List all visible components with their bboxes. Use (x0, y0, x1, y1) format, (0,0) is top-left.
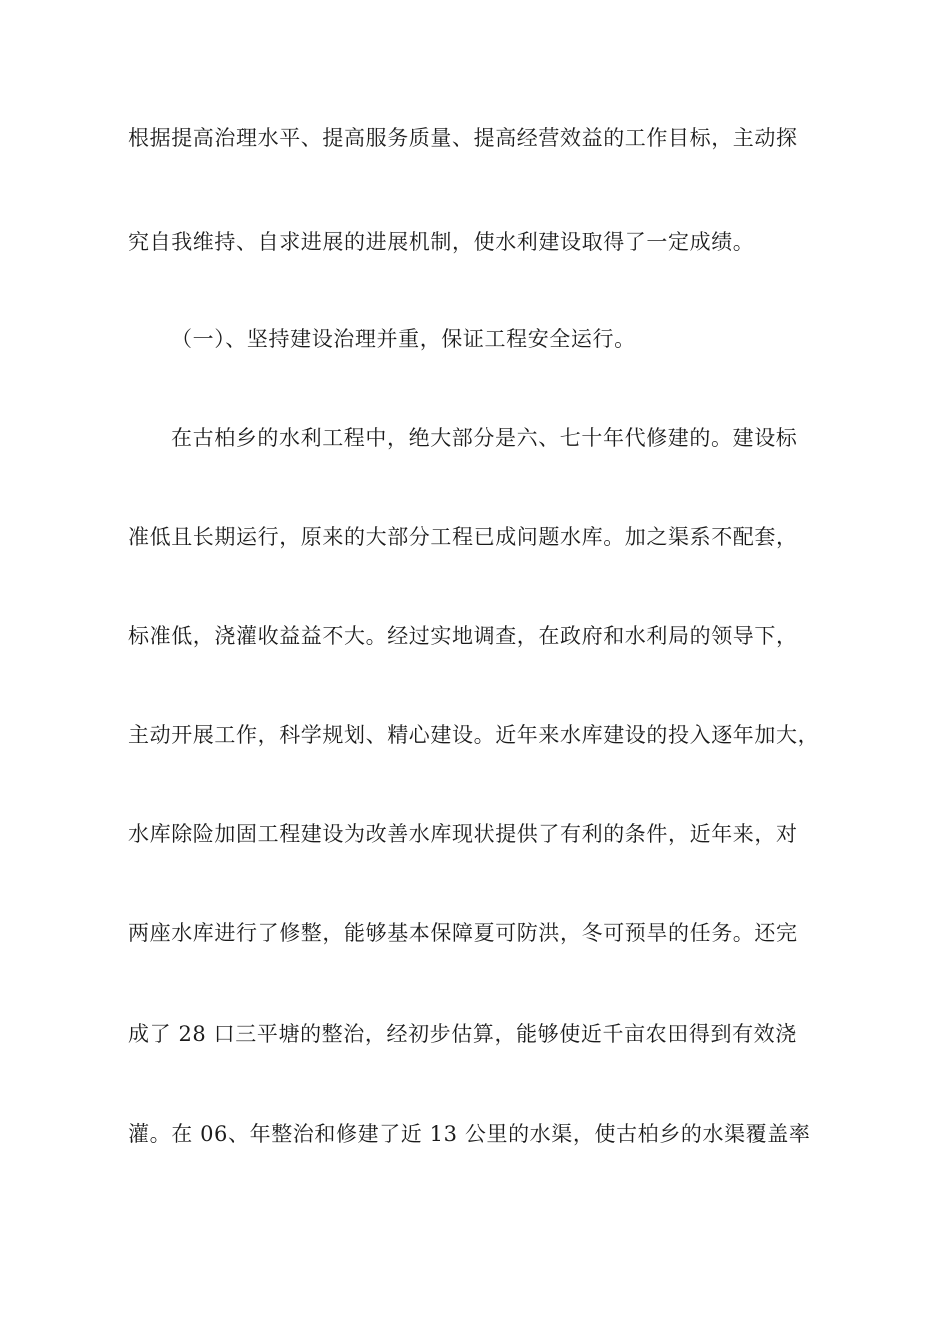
paragraph-line-1: 根据提高治理水平、提高服务质量、提高经营效益的工作目标，主动探 (128, 126, 798, 150)
paragraph-line-6: 主动开展工作，科学规划、精心建设。近年来水库建设的投入逐年加大， (128, 723, 820, 747)
paragraph-line-3: 在古柏乡的水利工程中，绝大部分是六、七十年代修建的。建设标 (171, 426, 798, 450)
section-heading: （一）、坚持建设治理并重，保证工程安全运行。 (171, 327, 636, 351)
paragraph-line-5: 标准低，浇灌收益益不大。经过实地调查，在政府和水利局的领导下， (128, 624, 798, 648)
paragraph-line-4: 准低且长期运行，原来的大部分工程已成问题水库。加之渠系不配套， (128, 525, 798, 549)
paragraph-line-7: 水库除险加固工程建设为改善水库现状提供了有利的条件，近年来，对 (128, 822, 798, 846)
paragraph-line-2: 究自我维持、自求进展的进展机制，使水利建设取得了一定成绩。 (128, 230, 755, 254)
paragraph-line-10: 灌。在 06、年整治和修建了近 13 公里的水渠，使古柏乡的水渠覆盖率 (128, 1122, 811, 1146)
paragraph-line-9: 成了 28 口三平塘的整治，经初步估算，能够使近千亩农田得到有效浇 (128, 1022, 797, 1046)
paragraph-line-8: 两座水库进行了修整，能够基本保障夏可防洪，冬可预旱的任务。还完 (128, 921, 798, 945)
